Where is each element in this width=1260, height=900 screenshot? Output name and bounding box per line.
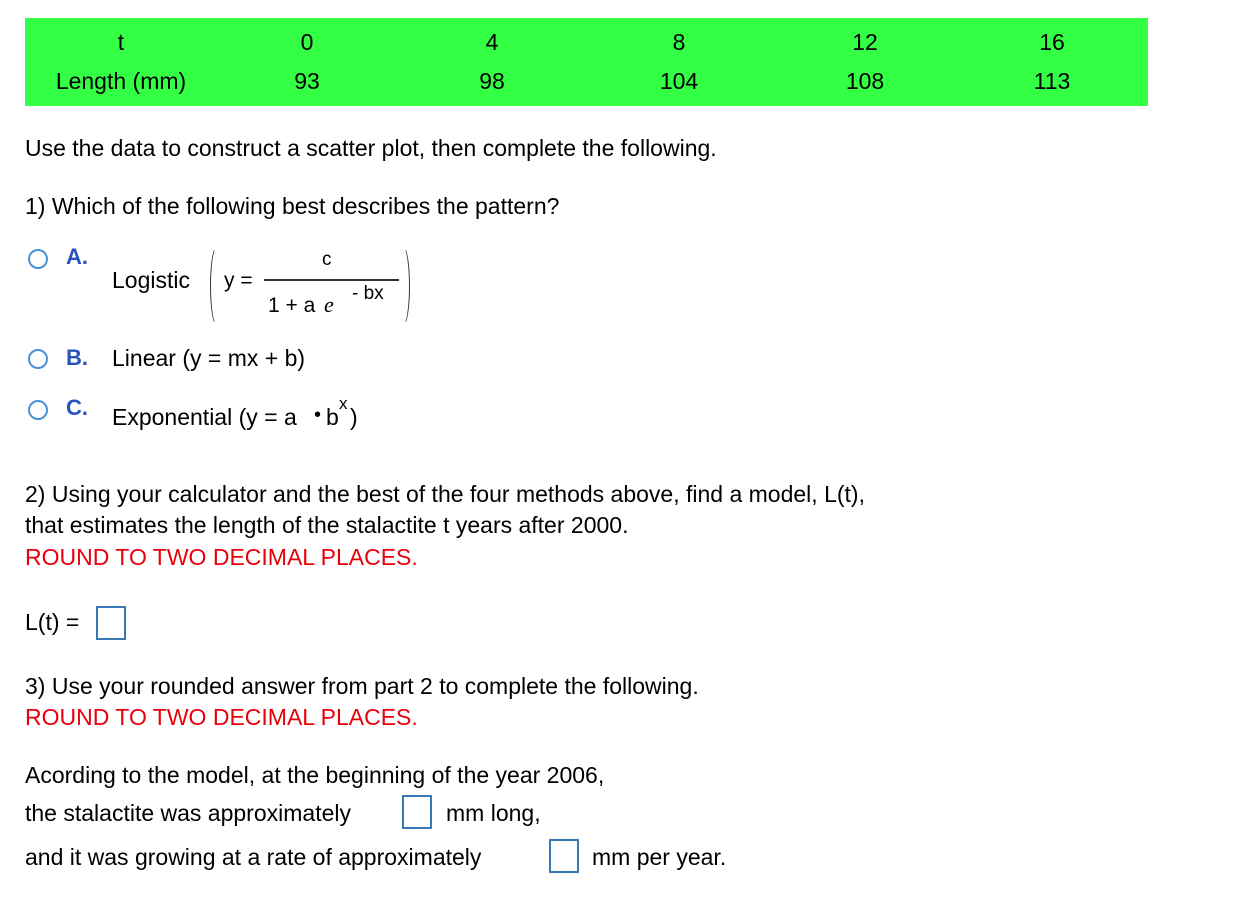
length-answer-input[interactable] (402, 795, 432, 829)
t-value: 8 (672, 29, 686, 55)
t-value: 0 (300, 29, 314, 55)
option-c-radio[interactable] (28, 400, 48, 420)
option-b-radio[interactable] (28, 349, 48, 369)
option-a-radio[interactable] (28, 249, 48, 269)
option-c-exponent: x (339, 394, 348, 413)
q3-sentence1: Acording to the model, at the beginning of the year 2006, (25, 762, 605, 788)
left-paren-icon (210, 246, 224, 326)
option-a-label: Logistic (112, 267, 190, 293)
q3-round-note: ROUND TO TWO DECIMAL PLACES. (25, 704, 418, 730)
t-header: t (117, 29, 125, 55)
option-c-close: ) (350, 404, 358, 430)
lt-label: L(t) = (25, 609, 80, 635)
option-c-label: Exponential (y = a (112, 404, 297, 430)
option-b-letter[interactable]: B. (66, 345, 88, 370)
q3-sentence3-post: mm per year. (592, 844, 727, 870)
lt-answer-input[interactable] (96, 606, 126, 640)
data-table (25, 18, 1148, 106)
q3-sentence2-pre: the stalactite was approximately (25, 800, 351, 826)
option-a-letter[interactable]: A. (66, 244, 88, 269)
q3-sentence3-pre: and it was growing at a rate of approximately (25, 844, 482, 870)
length-value: 104 (659, 68, 699, 94)
q2-line2: that estimates the length of the stalactite t years after 2000. (25, 512, 629, 538)
formula-e: e (324, 292, 334, 317)
length-header: Length (mm) (55, 68, 187, 94)
right-paren-icon (396, 246, 410, 326)
intro-text: Use the data to construct a scatter plot, then complete the following. (25, 135, 717, 161)
formula-exponent: - bx (352, 283, 384, 304)
option-b-label: Linear (y = mx + b) (112, 345, 306, 371)
option-c-letter[interactable]: C. (66, 395, 88, 420)
formula-numerator: c (322, 249, 332, 270)
q3-sentence2-post: mm long, (446, 800, 541, 826)
formula-denominator: 1 + a (268, 294, 316, 317)
q2-round-note: ROUND TO TWO DECIMAL PLACES. (25, 544, 418, 570)
q3-line1: 3) Use your rounded answer from part 2 to complete the following. (25, 673, 699, 699)
option-c-base: b (326, 404, 339, 430)
t-value: 16 (1039, 29, 1065, 55)
fraction-bar (264, 279, 399, 281)
option-c-dot: • (314, 404, 322, 426)
length-value: 98 (479, 68, 505, 94)
t-value: 4 (485, 29, 499, 55)
rate-answer-input[interactable] (549, 839, 579, 873)
length-value: 108 (845, 68, 885, 94)
t-value: 12 (852, 29, 878, 55)
length-value: 93 (294, 68, 320, 94)
formula-y-eq: y = (224, 269, 253, 292)
q2-line1: 2) Using your calculator and the best of the four methods above, find a model, L(t), (25, 481, 865, 507)
length-value: 113 (1033, 68, 1071, 94)
q1-question: 1) Which of the following best describes the pattern? (25, 193, 560, 219)
